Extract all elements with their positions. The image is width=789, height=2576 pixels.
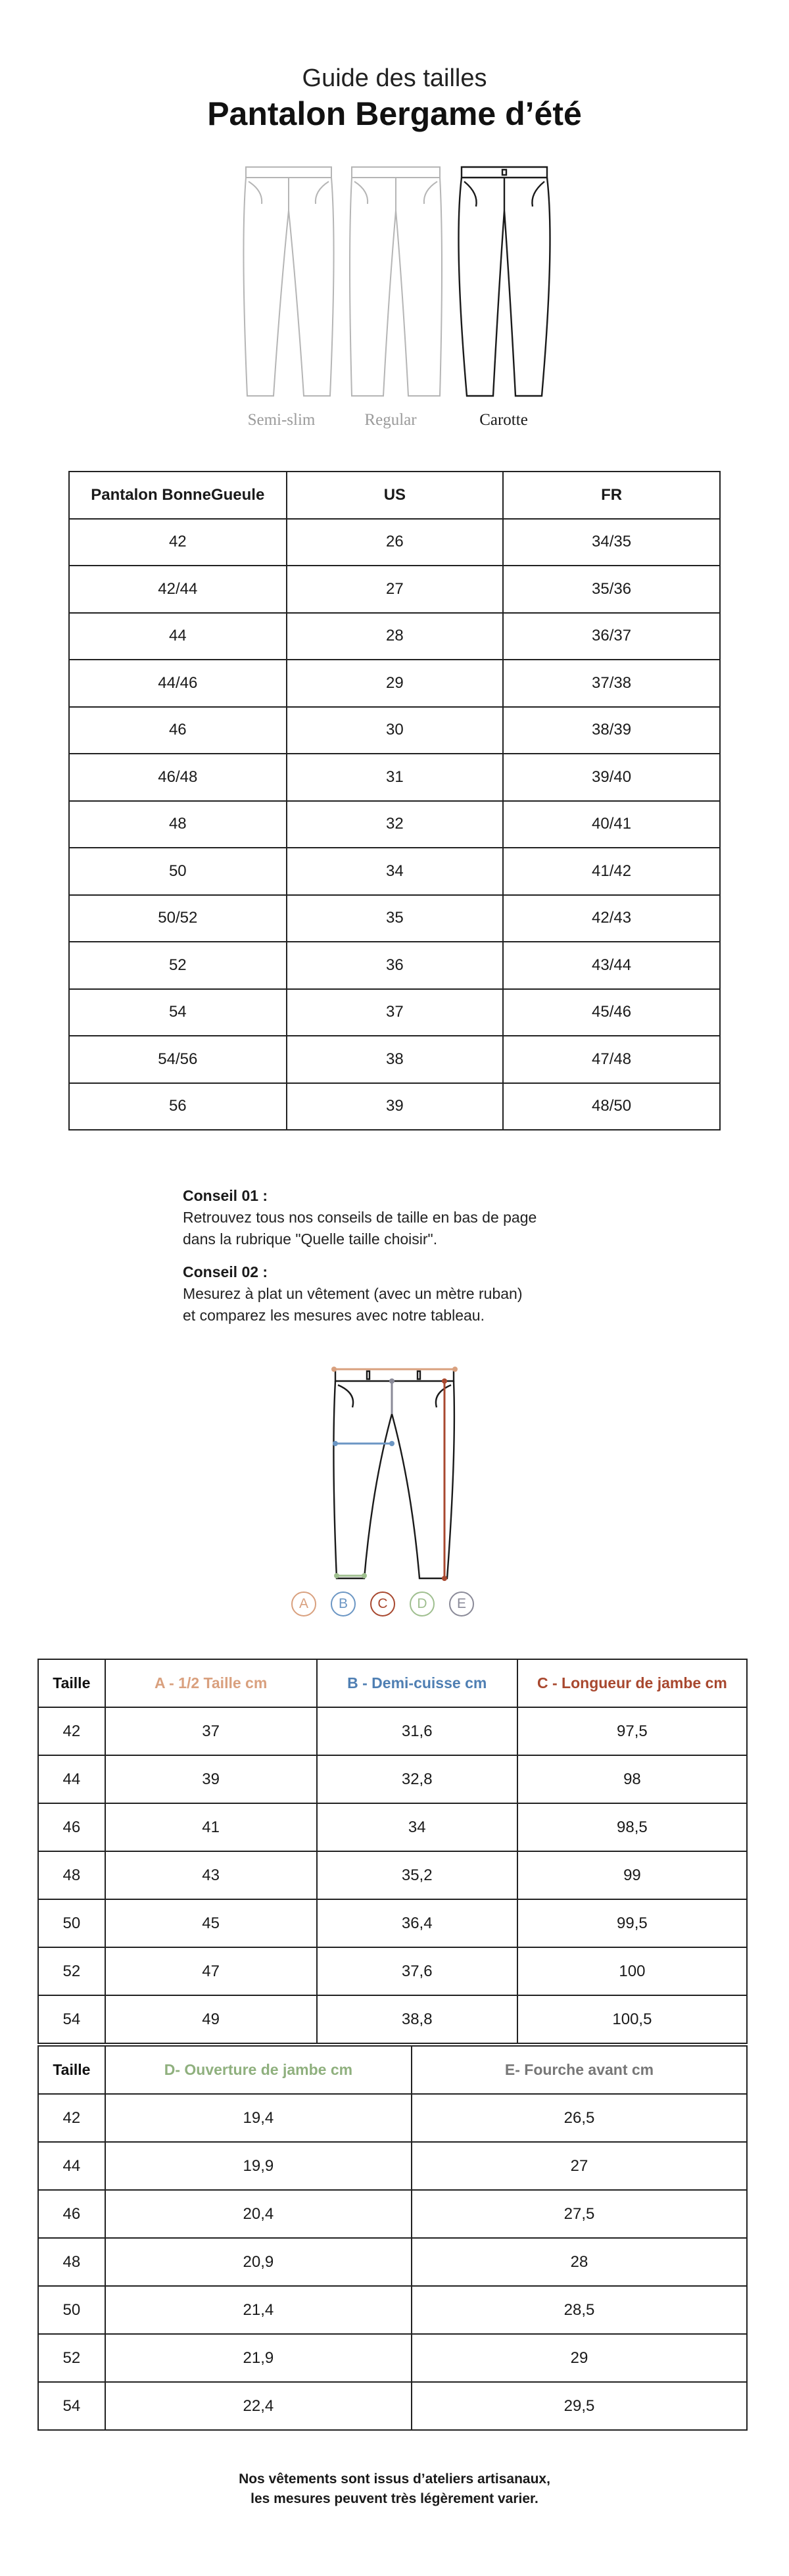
table-row bbox=[38, 2286, 747, 2334]
table-cell: 38/39 bbox=[503, 707, 720, 754]
table-cell: 35 bbox=[287, 895, 504, 942]
header-front-rise: E- Fourche avant cm bbox=[412, 2046, 747, 2094]
table-row bbox=[69, 660, 720, 707]
tip-2-title: Conseil 02 : bbox=[183, 1263, 268, 1280]
table-cell: 36,4 bbox=[317, 1899, 517, 1947]
table-cell: 54 bbox=[69, 989, 287, 1036]
table-cell: 30 bbox=[287, 707, 504, 754]
table-cell: 42/44 bbox=[69, 566, 287, 613]
table-row bbox=[69, 754, 720, 801]
table-cell: 34 bbox=[287, 848, 504, 895]
header-leg-length: C - Longueur de jambe cm bbox=[517, 1659, 747, 1707]
table-cell: 52 bbox=[38, 1947, 105, 1995]
footer-note-line-2: les mesures peuvent très légèrement varier. bbox=[251, 2491, 538, 2506]
badge-d: D bbox=[410, 1592, 435, 1616]
table-cell: 99 bbox=[517, 1851, 747, 1899]
table-cell: 27 bbox=[287, 566, 504, 613]
table-cell: 20,9 bbox=[105, 2238, 412, 2286]
table-cell: 46 bbox=[38, 2190, 105, 2238]
table-row bbox=[69, 895, 720, 942]
tip-2-line-2: et comparez les mesures avec notre tableau. bbox=[183, 1307, 485, 1324]
table-cell: 31 bbox=[287, 754, 504, 801]
fit-label-regular: Regular bbox=[364, 411, 417, 429]
table-cell: 27 bbox=[412, 2142, 747, 2190]
table-cell: 44/46 bbox=[69, 660, 287, 707]
table-cell: 42 bbox=[38, 2094, 105, 2142]
table-row bbox=[69, 848, 720, 895]
carotte-pants-illustration bbox=[455, 164, 554, 401]
table-cell: 47 bbox=[105, 1947, 317, 1995]
header-half-thigh: B - Demi-cuisse cm bbox=[317, 1659, 517, 1707]
regular-pants-illustration bbox=[347, 164, 445, 401]
table-row bbox=[38, 2334, 747, 2382]
table-cell: 34 bbox=[317, 1803, 517, 1851]
table-cell: 20,4 bbox=[105, 2190, 412, 2238]
table-cell: 98 bbox=[517, 1755, 747, 1803]
table-cell: 100,5 bbox=[517, 1995, 747, 2043]
table-cell: 29 bbox=[287, 660, 504, 707]
table-row bbox=[38, 1707, 747, 1755]
table-cell: 97,5 bbox=[517, 1707, 747, 1755]
measurement-table-1 bbox=[37, 1659, 748, 2044]
table-cell: 22,4 bbox=[105, 2382, 412, 2430]
table-row bbox=[38, 1995, 747, 2043]
table-cell: 36/37 bbox=[503, 613, 720, 660]
table-cell: 48 bbox=[38, 2238, 105, 2286]
table-cell: 39/40 bbox=[503, 754, 720, 801]
footer-note-line-1: Nos vêtements sont issus d’ateliers artisanaux, bbox=[239, 2471, 550, 2487]
table-cell: 39 bbox=[105, 1755, 317, 1803]
semi-slim-pants-illustration bbox=[239, 164, 338, 401]
table-row bbox=[38, 2238, 747, 2286]
table-row bbox=[69, 1036, 720, 1083]
table-cell: 54 bbox=[38, 2382, 105, 2430]
header-taille: Taille bbox=[38, 1659, 105, 1707]
table-cell: 35,2 bbox=[317, 1851, 517, 1899]
table-cell: 98,5 bbox=[517, 1803, 747, 1851]
badge-b: B bbox=[331, 1592, 356, 1616]
table-row bbox=[69, 942, 720, 989]
table-cell: 42 bbox=[69, 519, 287, 566]
table-cell: 46 bbox=[38, 1803, 105, 1851]
page-subtitle: Guide des tailles bbox=[302, 64, 487, 92]
table-cell: 47/48 bbox=[503, 1036, 720, 1083]
table-cell: 50 bbox=[38, 2286, 105, 2334]
table-row bbox=[38, 2382, 747, 2430]
fit-label-carotte: Carotte bbox=[479, 411, 528, 429]
table-cell: 54 bbox=[38, 1995, 105, 2043]
table-row bbox=[69, 519, 720, 566]
table-cell: 38 bbox=[287, 1036, 504, 1083]
table-cell: 45/46 bbox=[503, 989, 720, 1036]
table-cell: 34/35 bbox=[503, 519, 720, 566]
table-cell: 44 bbox=[69, 613, 287, 660]
table-cell: 50/52 bbox=[69, 895, 287, 942]
table-cell: 37 bbox=[105, 1707, 317, 1755]
table-cell: 99,5 bbox=[517, 1899, 747, 1947]
tip-1-title: Conseil 01 : bbox=[183, 1187, 268, 1204]
table-cell: 40/41 bbox=[503, 801, 720, 848]
badge-e: E bbox=[449, 1592, 474, 1616]
table-cell: 48 bbox=[38, 1851, 105, 1899]
table-cell: 29 bbox=[412, 2334, 747, 2382]
table-cell: 32 bbox=[287, 801, 504, 848]
table-row bbox=[69, 707, 720, 754]
tip-1-line-2: dans la rubrique "Quelle taille choisir". bbox=[183, 1230, 438, 1248]
table-cell: 39 bbox=[287, 1083, 504, 1130]
table-cell: 49 bbox=[105, 1995, 317, 2043]
header-bonnegueule: Pantalon BonneGueule bbox=[69, 472, 287, 519]
table-cell: 19,4 bbox=[105, 2094, 412, 2142]
table-cell: 42/43 bbox=[503, 895, 720, 942]
table-cell: 32,8 bbox=[317, 1755, 517, 1803]
header-taille: Taille bbox=[38, 2046, 105, 2094]
table-row bbox=[69, 801, 720, 848]
table-cell: 48/50 bbox=[503, 1083, 720, 1130]
table-cell: 27,5 bbox=[412, 2190, 747, 2238]
table-row bbox=[69, 1083, 720, 1130]
table-cell: 50 bbox=[38, 1899, 105, 1947]
header-us: US bbox=[287, 472, 504, 519]
table-cell: 52 bbox=[69, 942, 287, 989]
table-header-row bbox=[69, 472, 720, 519]
table-row bbox=[38, 2142, 747, 2190]
table-cell: 21,4 bbox=[105, 2286, 412, 2334]
table-cell: 28 bbox=[412, 2238, 747, 2286]
table-row bbox=[38, 1755, 747, 1803]
page-title: Pantalon Bergame d’été bbox=[207, 95, 582, 132]
measurement-diagram bbox=[322, 1355, 467, 1592]
table-row bbox=[38, 1947, 747, 1995]
table-cell: 48 bbox=[69, 801, 287, 848]
badge-c: C bbox=[370, 1592, 395, 1616]
table-cell: 50 bbox=[69, 848, 287, 895]
table-cell: 100 bbox=[517, 1947, 747, 1995]
tip-1-line-1: Retrouvez tous nos conseils de taille en bas de page bbox=[183, 1209, 537, 1226]
table-cell: 29,5 bbox=[412, 2382, 747, 2430]
table-cell: 43/44 bbox=[503, 942, 720, 989]
table-cell: 35/36 bbox=[503, 566, 720, 613]
table-row bbox=[69, 989, 720, 1036]
table-row bbox=[69, 566, 720, 613]
table-row bbox=[38, 2190, 747, 2238]
table-cell: 42 bbox=[38, 1707, 105, 1755]
table-cell: 37 bbox=[287, 989, 504, 1036]
header-leg-opening: D- Ouverture de jambe cm bbox=[105, 2046, 412, 2094]
table-cell: 54/56 bbox=[69, 1036, 287, 1083]
table-cell: 31,6 bbox=[317, 1707, 517, 1755]
table-cell: 26,5 bbox=[412, 2094, 747, 2142]
table-cell: 26 bbox=[287, 519, 504, 566]
table-header-row bbox=[38, 1659, 747, 1707]
table-cell: 41 bbox=[105, 1803, 317, 1851]
size-conversion-table bbox=[68, 471, 721, 1130]
table-cell: 21,9 bbox=[105, 2334, 412, 2382]
table-cell: 52 bbox=[38, 2334, 105, 2382]
table-row bbox=[38, 1899, 747, 1947]
table-cell: 36 bbox=[287, 942, 504, 989]
fit-label-semi-slim: Semi-slim bbox=[247, 411, 316, 429]
table-cell: 37,6 bbox=[317, 1947, 517, 1995]
table-cell: 44 bbox=[38, 1755, 105, 1803]
table-row bbox=[38, 1851, 747, 1899]
table-row bbox=[69, 613, 720, 660]
table-row bbox=[38, 1803, 747, 1851]
table-cell: 44 bbox=[38, 2142, 105, 2190]
header-half-waist: A - 1/2 Taille cm bbox=[105, 1659, 317, 1707]
table-row bbox=[38, 2094, 747, 2142]
table-cell: 28,5 bbox=[412, 2286, 747, 2334]
table-cell: 37/38 bbox=[503, 660, 720, 707]
table-header-row bbox=[38, 2046, 747, 2094]
tip-2-line-1: Mesurez à plat un vêtement (avec un mètre ruban) bbox=[183, 1285, 523, 1302]
table-cell: 46/48 bbox=[69, 754, 287, 801]
table-cell: 56 bbox=[69, 1083, 287, 1130]
badge-a: A bbox=[291, 1592, 316, 1616]
header-fr: FR bbox=[503, 472, 720, 519]
table-cell: 46 bbox=[69, 707, 287, 754]
table-cell: 19,9 bbox=[105, 2142, 412, 2190]
table-cell: 28 bbox=[287, 613, 504, 660]
measurement-table-2 bbox=[37, 2045, 748, 2431]
table-cell: 43 bbox=[105, 1851, 317, 1899]
table-cell: 38,8 bbox=[317, 1995, 517, 2043]
table-cell: 41/42 bbox=[503, 848, 720, 895]
table-cell: 45 bbox=[105, 1899, 317, 1947]
